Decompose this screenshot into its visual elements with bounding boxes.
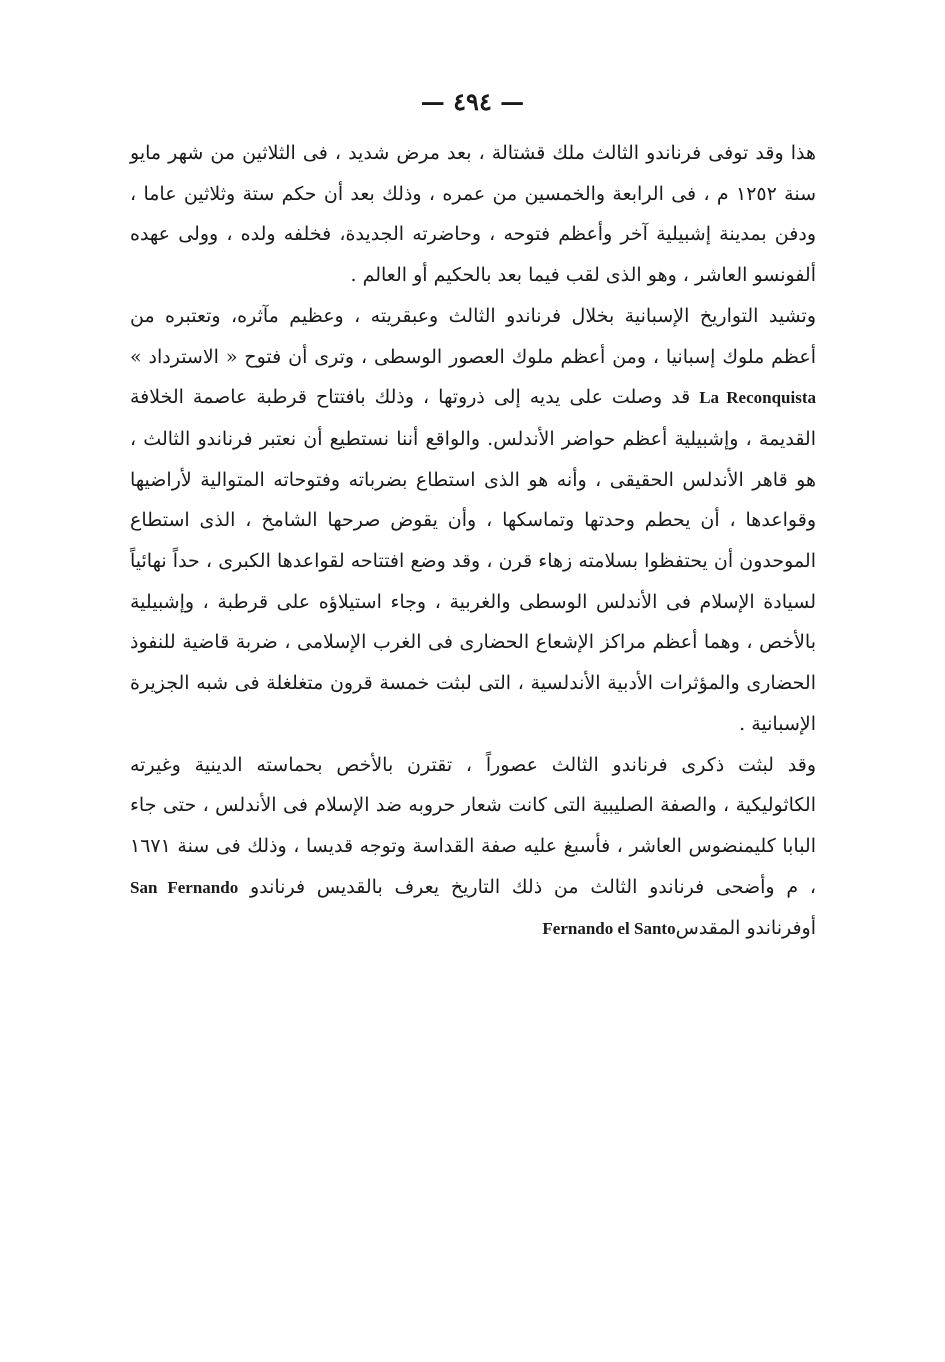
latin-term-reconquista: La Reconquista bbox=[699, 388, 816, 408]
latin-term-san-fernando: San Fernando bbox=[130, 877, 239, 897]
paragraph-3 bbox=[130, 745, 816, 951]
body-text bbox=[130, 133, 816, 950]
page-number: — ٤٩٤ — bbox=[420, 87, 525, 116]
paragraph-1-text: هذا وقد توفى فرناندو الثالث ملك قشتالة ، بعد مرض شديد ، فى الثلاثين من شهر مايو سنة ١٢٥٢ م ، فى الرابعة والخمسين من عمره ، وذلك بعد أن حكم ستة وثلاثين عاما ، ودفن بمدينة إشبيلية آخر وأعظم فتوحه ، وحاضرته الجديدة، فخلفه ولده ، وولى عهده ألفونسو العاشر ، وهو الذى لقب فيما بعد بالحكيم أو العالم . bbox=[130, 142, 816, 287]
latin-term-fernando-el-santo: Fernando el Santo bbox=[542, 919, 676, 939]
paragraph-3-text-b: أوفرناندو المقدس bbox=[675, 917, 816, 940]
paragraph-2-text-b: قد وصلت على يديه إلى ذروتها ، وذلك بافتتاح قرطبة عاصمة الخلافة القديمة ، وإشبيلية أعظم حواضر الأندلس. والواقع أننا نستطيع أن نعتبر فرناندو الثالث ، هو قاهر الأندلس الحقيقى ، وأنه هو الذى استطاع بضرباته وفتوحاته المتوالية لأراضيها وقواعدها ، أن يحطم وحدتها وتماسكها ، وأن يقوض صرحها الشامخ ، الذى استطاع الموحدون أن يحتفظوا بسلامته زهاء قرن ، وقد وضع افتتاحه لقواعدها الكبرى ، حداً نهائياً لسيادة الإسلام فى الأندلس الوسطى والغربية ، وجاء استيلاؤه على قرطبة ، وإشبيلية بالأخص ، وهما أعظم مراكز الإشعاع الحضارى فى الغرب الإسلامى ، ضربة قاضية للنفوذ الحضارى والمؤثرات الأدبية الأندلسية ، التى لبثت خمسة قرون متغلغلة فى شبه الجزيرة الإسبانية . bbox=[130, 386, 816, 735]
paragraph-2 bbox=[130, 296, 816, 745]
paragraph-2-text-a: وتشيد التواريخ الإسبانية بخلال فرناندو الثالث وعبقريته ، وعظيم مآثره، وتعتبره من أعظم ملوك إسبانيا ، ومن أعظم ملوك العصور الوسطى ، وترى أن فتوح « الاسترداد » bbox=[130, 304, 816, 368]
paragraph-1 bbox=[130, 133, 816, 296]
paragraph-3-text-a: وقد لبثت ذكرى فرناندو الثالث عصوراً ، تقترن بالأخص بحماسته الدينية وغيرته الكاثوليكية ، والصفة الصليبية التى كانت شعار حروبه ضد الإسلام فى الأندلس ، حتى جاء البابا كليمنضوس العاشر ، فأسبغ عليه صفة القداسة وتوجه قديسا ، وذلك فى سنة ١٦٧١ ، م وأضحى فرناندو الثالث من ذلك التاريخ يعرف بالقديس فرناندو bbox=[130, 753, 816, 898]
